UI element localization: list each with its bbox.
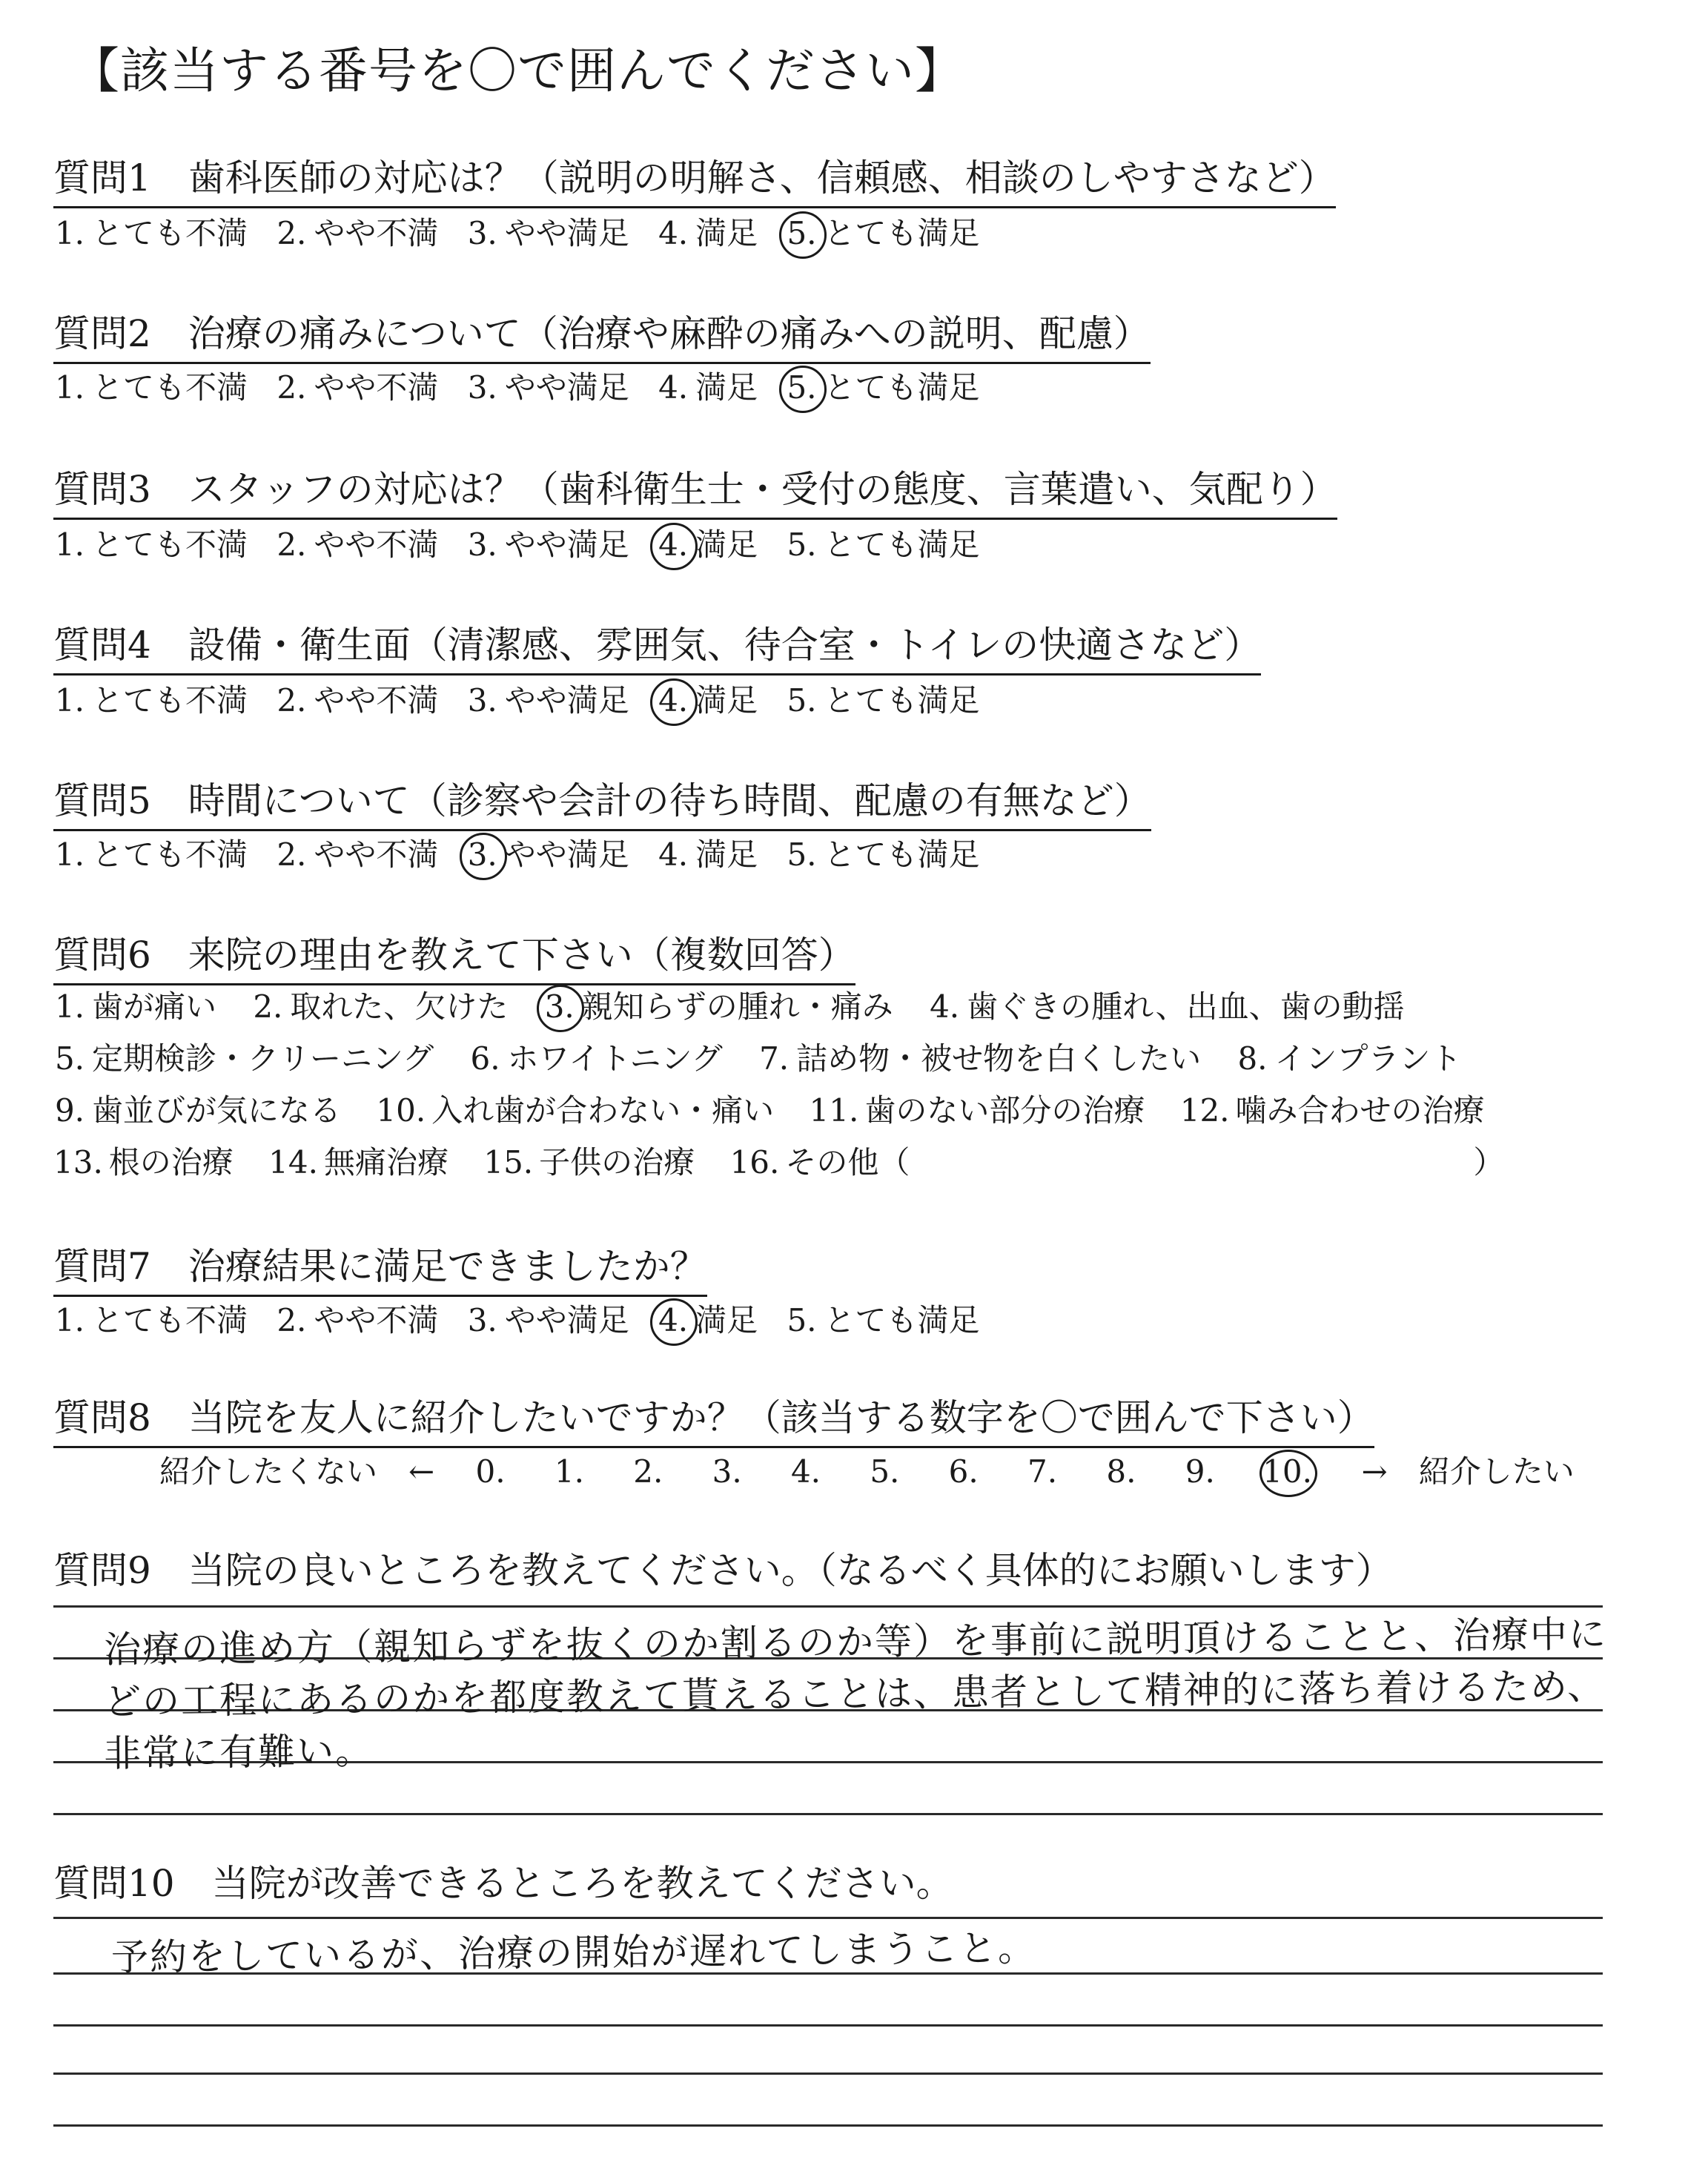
q1-title: 質問1 歯科医師の対応は？（説明の明解さ、信頼感、相談のしやすさなど） xyxy=(53,148,1336,208)
answer-line xyxy=(53,2073,1603,2075)
scale-1[interactable]: 1. xyxy=(554,1453,584,1490)
q6-option-6[interactable]: 6. ホワイトニング xyxy=(470,1040,723,1077)
q9-answer-line-2[interactable]: どの工程にあるのかを都度教えて貰えることは、患者として精神的に落ち着けるため、 xyxy=(103,1664,1606,1723)
scale-9[interactable]: 9. xyxy=(1185,1453,1215,1490)
scale-10[interactable] xyxy=(1262,1453,1344,1490)
q7-option-5[interactable]: 5. とても満足 xyxy=(787,1302,980,1338)
q6-row-1 xyxy=(53,982,1430,1027)
q5-option-2[interactable]: 2. やや不満 xyxy=(277,836,439,873)
q6-option-9[interactable]: 9. 歯並びが気になる xyxy=(54,1092,342,1129)
selection-circle: 3. xyxy=(467,836,497,873)
q3-option-1[interactable]: 1. とても不満 xyxy=(54,526,248,563)
q4-option-1[interactable]: 1. とても不満 xyxy=(54,682,248,719)
q6-option-12[interactable]: 12. 噛み合わせの治療 xyxy=(1179,1092,1485,1129)
q2-option-2[interactable]: 2. やや不満 xyxy=(277,369,439,406)
q2-options xyxy=(53,363,998,408)
q6-option-7[interactable]: 7. 詰め物・被せ物を白くしたい xyxy=(759,1040,1202,1077)
q1-option-1[interactable]: 1. とても不満 xyxy=(54,215,248,251)
q6-option-4[interactable]: 4. 歯ぐきの腫れ、出血、歯の動揺 xyxy=(930,988,1405,1025)
answer-line xyxy=(53,2124,1603,2127)
selection-circle: 5. xyxy=(787,369,817,406)
q6-option-13[interactable]: 13. 根の治療 xyxy=(53,1144,234,1180)
q6-option-11[interactable]: 11. 歯のない部分の治療 xyxy=(809,1092,1145,1129)
scale-left-label: 紹介したくない ← xyxy=(159,1453,435,1490)
q10-answer-line-1[interactable]: 予約をしているが、治療の開始が遅れてしまうこと。 xyxy=(110,1926,1037,1979)
q7-title: 質問7 治療結果に満足できましたか？ xyxy=(53,1237,707,1297)
selection-circle: 4. xyxy=(658,1302,689,1338)
q2-option-5[interactable]: 5. とても満足 xyxy=(787,369,980,406)
selection-circle: 5. xyxy=(787,215,817,251)
scale-7[interactable]: 7. xyxy=(1027,1453,1058,1490)
q9-answer-line-1[interactable]: 治療の進め方（親知らずを抜くのか割るのか等）を事前に説明頂けることと、治療中に xyxy=(103,1612,1608,1671)
scale-right-label: → 紹介したい xyxy=(1361,1453,1575,1490)
q3-options xyxy=(53,521,998,565)
q7-option-2[interactable]: 2. やや不満 xyxy=(277,1302,439,1338)
page-header: 【該当する番号を〇で囲んでください】 xyxy=(70,42,964,99)
q7-option-3[interactable]: 3. やや満足 xyxy=(467,1302,629,1338)
scale-3[interactable]: 3. xyxy=(712,1453,742,1490)
q1-option-3[interactable]: 3. やや満足 xyxy=(467,215,629,251)
q2-title: 質問2 治療の痛みについて（治療や麻酔の痛みへの説明、配慮） xyxy=(53,304,1151,364)
scale-8[interactable]: 8. xyxy=(1106,1453,1136,1490)
q5-title: 質問5 時間について（診察や会計の待ち時間、配慮の有無など） xyxy=(53,771,1151,831)
q5-options xyxy=(53,830,998,875)
q1-option-4[interactable]: 4. 満足 xyxy=(658,215,758,251)
q6-option-15[interactable]: 15. 子供の治療 xyxy=(483,1144,695,1180)
q3-option-4[interactable]: 4. 満足 xyxy=(658,526,758,563)
q6-option-16[interactable]: 16. その他（ ） xyxy=(729,1144,1505,1180)
q1-option-5[interactable]: 5. とても満足 xyxy=(787,215,980,251)
q6-title: 質問6 来院の理由を教えて下さい（複数回答） xyxy=(53,925,855,985)
q7-options xyxy=(53,1296,998,1341)
q6-option-5[interactable]: 5. 定期検診・クリーニング xyxy=(54,1040,434,1077)
q8-scale xyxy=(159,1447,1575,1492)
q4-option-5[interactable]: 5. とても満足 xyxy=(787,682,980,719)
q6-row-4 xyxy=(53,1138,1529,1183)
q4-options xyxy=(53,676,998,721)
selection-circle: 3. xyxy=(544,988,575,1025)
q6-row-2 xyxy=(53,1034,1487,1079)
q5-option-1[interactable]: 1. とても不満 xyxy=(54,836,248,873)
q5-option-5[interactable]: 5. とても満足 xyxy=(787,836,980,873)
scale-4[interactable]: 4. xyxy=(790,1453,821,1490)
q5-option-3[interactable]: 3. やや満足 xyxy=(467,836,629,873)
q8-title: 質問8 当院を友人に紹介したいですか？（該当する数字を〇で囲んで下さい） xyxy=(53,1388,1374,1448)
q7-option-4[interactable]: 4. 満足 xyxy=(658,1302,758,1338)
q3-option-2[interactable]: 2. やや不満 xyxy=(277,526,439,563)
selection-circle: 4. xyxy=(658,526,689,563)
q6-option-2[interactable]: 2. 取れた、欠けた xyxy=(253,988,509,1025)
q6-option-10[interactable]: 10. 入れ歯が合わない・痛い xyxy=(376,1092,775,1129)
q6-option-14[interactable]: 14. 無痛治療 xyxy=(268,1144,448,1180)
q5-option-4[interactable]: 4. 満足 xyxy=(658,836,758,873)
q4-option-3[interactable]: 3. やや満足 xyxy=(467,682,629,719)
q3-title: 質問3 スタッフの対応は？（歯科衛生士・受付の態度、言葉遣い、気配り） xyxy=(53,460,1337,520)
q2-option-4[interactable]: 4. 満足 xyxy=(658,369,758,406)
q6-option-3[interactable]: 3. 親知らずの腫れ・痛み xyxy=(544,988,893,1025)
q9-answer-line-3[interactable]: 非常に有難い。 xyxy=(103,1729,374,1775)
q7-option-1[interactable]: 1. とても不満 xyxy=(54,1302,248,1338)
scale-2[interactable]: 2. xyxy=(633,1453,663,1490)
answer-line xyxy=(53,1917,1603,1919)
answer-line xyxy=(53,1813,1603,1815)
answer-line xyxy=(53,2024,1603,2027)
scale-0[interactable]: 0. xyxy=(475,1453,506,1490)
scale-6[interactable]: 6. xyxy=(948,1453,979,1490)
q6-row-3 xyxy=(53,1086,1510,1131)
q2-option-3[interactable]: 3. やや満足 xyxy=(467,369,629,406)
scale-5[interactable]: 5. xyxy=(870,1453,900,1490)
q4-title: 質問4 設備・衛生面（清潔感、雰囲気、待合室・トイレの快適さなど） xyxy=(53,615,1261,676)
q6-option-1[interactable]: 1. 歯が痛い xyxy=(54,988,217,1025)
q3-option-5[interactable]: 5. とても満足 xyxy=(787,526,980,563)
q4-option-2[interactable]: 2. やや不満 xyxy=(277,682,439,719)
q9-title: 質問9 当院の良いところを教えてください。（なるべく具体的にお願いします） xyxy=(53,1549,1393,1592)
q1-options xyxy=(53,209,998,254)
q1-option-2[interactable]: 2. やや不満 xyxy=(277,215,439,251)
selection-circle: 10. xyxy=(1262,1453,1312,1490)
q10-title: 質問10 当院が改善できるところを教えてください。 xyxy=(53,1862,953,1905)
q4-option-4[interactable]: 4. 満足 xyxy=(658,682,758,719)
q3-option-3[interactable]: 3. やや満足 xyxy=(467,526,629,563)
q6-option-8[interactable]: 8. インプラント xyxy=(1237,1040,1462,1077)
q2-option-1[interactable]: 1. とても不満 xyxy=(54,369,248,406)
selection-circle: 4. xyxy=(658,682,689,719)
